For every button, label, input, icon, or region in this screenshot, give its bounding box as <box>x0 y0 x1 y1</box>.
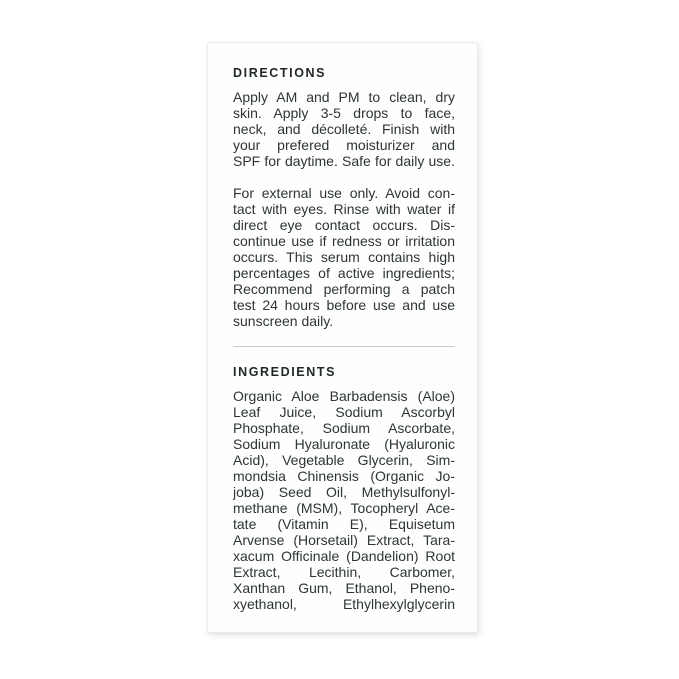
text-line: neck, and décolleté. Finish with <box>233 121 455 137</box>
text-line: Phosphate, Sodium Ascorbate, <box>233 420 455 436</box>
directions-usage-paragraph <box>233 89 455 169</box>
ingredients-section <box>233 365 455 612</box>
text-line: Apply AM and PM to clean, dry <box>233 89 455 105</box>
text-line: Acid), Vegetable Glycerin, Sim- <box>233 452 455 468</box>
text-line: xyethanol, Ethylhexylglycerin <box>233 596 455 612</box>
text-line: sunscreen daily. <box>233 313 334 329</box>
text-line: Leaf Juice, Sodium Ascorbyl <box>233 404 455 420</box>
text-line: joba) Seed Oil, Methylsulfonyl- <box>233 484 455 500</box>
text-line: SPF for daytime. Safe for daily use. <box>233 153 455 169</box>
text-line: methane (MSM), Tocopheryl Ace- <box>233 500 455 516</box>
directions-heading: DIRECTIONS <box>233 66 327 80</box>
text-line: Recommend performing a patch <box>233 281 455 297</box>
text-line: occurs. This serum contains high <box>233 249 455 265</box>
section-divider <box>233 346 455 347</box>
text-line: skin. Apply 3-5 drops to face, <box>233 105 455 121</box>
text-line: test 24 hours before use and use <box>233 297 455 313</box>
text-line: Organic Aloe Barbadensis (Aloe) <box>233 388 455 404</box>
text-line: Extract, Lecithin, Carbomer, <box>233 564 455 580</box>
text-line: direct eye contact occurs. Dis- <box>233 217 455 233</box>
text-line: For external use only. Avoid con- <box>233 185 455 201</box>
text-line: tact with eyes. Rinse with water if <box>233 201 455 217</box>
text-line: continue use if redness or irritation <box>233 233 455 249</box>
text-line: mondsia Chinensis (Organic Jo- <box>233 468 455 484</box>
text-line: Arvense (Horsetail) Extract, Tara- <box>233 532 455 548</box>
text-line: percentages of active ingredients; <box>233 265 455 281</box>
ingredients-heading: INGREDIENTS <box>233 365 337 379</box>
text-line: tate (Vitamin E), Equisetum <box>233 516 455 532</box>
product-label-panel <box>207 42 478 633</box>
text-line: Sodium Hyaluronate (Hyaluronic <box>233 436 455 452</box>
text-line: your prefered moisturizer and <box>233 137 455 153</box>
directions-warning-paragraph <box>233 185 455 329</box>
text-line: xacum Officinale (Dandelion) Root <box>233 548 455 564</box>
directions-section <box>233 66 455 329</box>
text-line: Xanthan Gum, Ethanol, Pheno- <box>233 580 455 596</box>
ingredients-list-paragraph <box>233 388 455 612</box>
